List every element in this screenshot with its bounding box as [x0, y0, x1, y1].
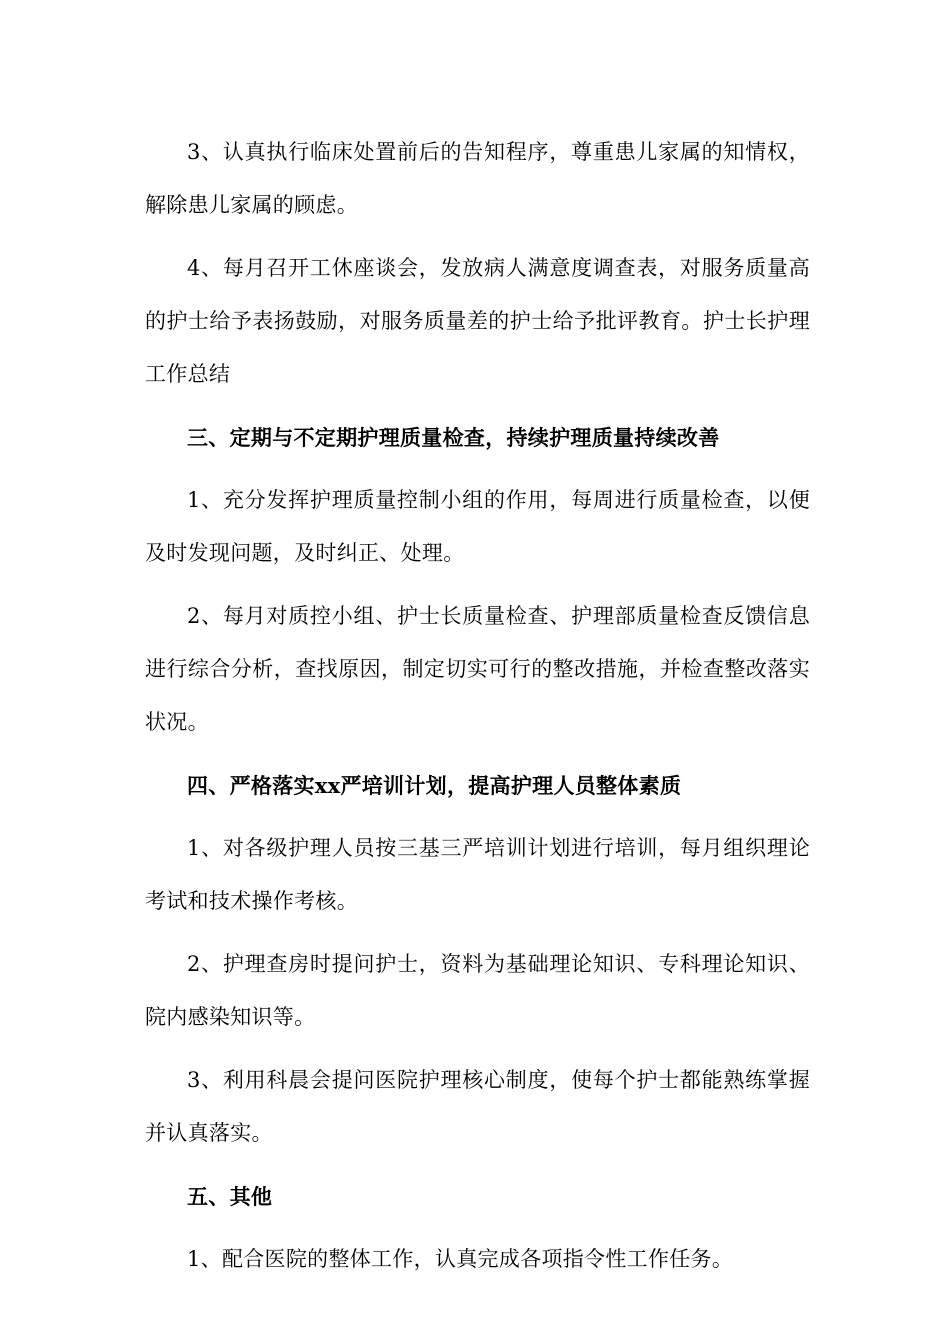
paragraph-item-1-quality-team: 1、充分发挥护理质量控制小组的作用，每周进行质量检查，以便及时发现问题，及时纠正、处理。	[145, 488, 810, 565]
paragraph-item-2-ward-rounds: 2、护理查房时提问护士，资料为基础理论知识、专科理论知识、院内感染知识等。	[145, 952, 810, 1029]
paragraph-item-3-morning-meeting: 3、利用科晨会提问医院护理核心制度，使每个护士都能熟练掌握并认真落实。	[145, 1068, 810, 1145]
paragraph-item-2-analysis: 2、每月对质控小组、护士长质量检查、护理部质量检查反馈信息进行综合分析，查找原因，制定切实可行的整改措施，并检查整改落实状况。	[145, 604, 810, 734]
section-heading-3-quality-check: 三、定期与不定期护理质量检查，持续护理质量持续改善	[187, 425, 720, 450]
paragraph-item-1-training-plan: 1、对各级护理人员按三基三严培训计划进行培训，每月组织理论考试和技术操作考核。	[145, 836, 810, 913]
section-heading-4-training: 四、严格落实xx严培训计划，提高护理人员整体素质	[187, 773, 682, 798]
paragraph-item-4-meetings: 4、每月召开工休座谈会，发放病人满意度调查表，对服务质量高的护士给予表扬鼓励，对服务质量差的护士给予批评教育。护士长护理工作总结	[145, 256, 810, 386]
paragraph-item-3-notification: 3、认真执行临床处置前后的告知程序，尊重患儿家属的知情权，解除患儿家属的顾虑。	[145, 140, 810, 217]
paragraph-item-1-cooperation: 1、配合医院的整体工作，认真完成各项指令性工作任务。	[187, 1247, 734, 1271]
document-body	[145, 126, 810, 1296]
section-heading-5-other: 五、其他	[187, 1184, 273, 1209]
